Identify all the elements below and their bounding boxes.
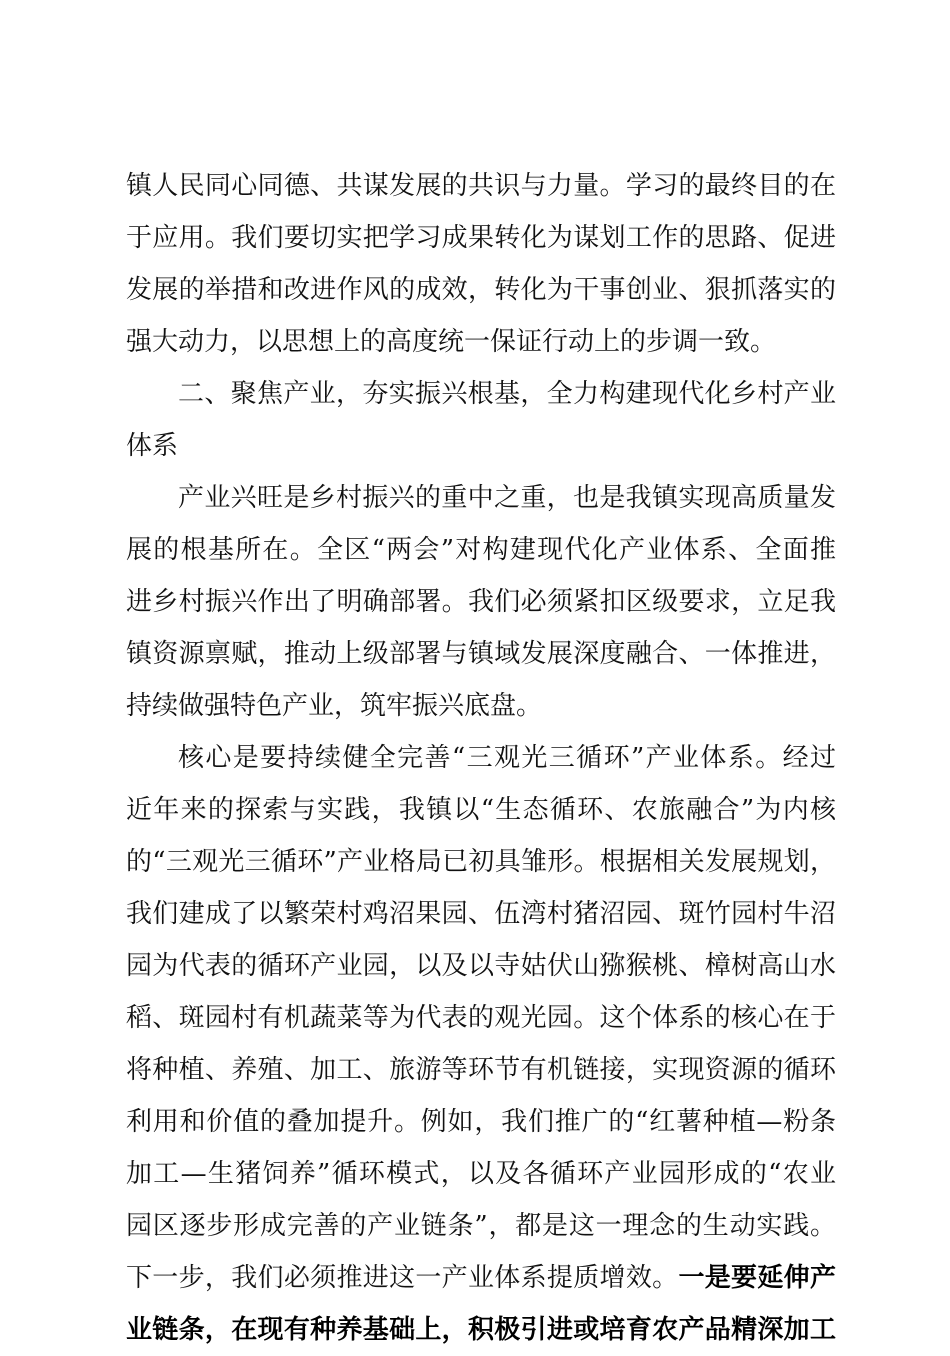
- text-line: 稻、斑园村有机蔬菜等为代表的观光园。这个体系的核心在于: [126, 1003, 836, 1033]
- text-line: 加工—生猪饲养”循环模式，以及各循环产业园形成的“农业: [126, 1159, 836, 1189]
- text-line: 发展的举措和改进作风的成效，转化为干事创业、狠抓落实的: [126, 275, 836, 305]
- section-heading-line: 二、聚焦产业，夯实振兴根基，全力构建现代化乡村产业: [178, 379, 836, 409]
- text-segment: 下一步，我们必须推进这一产业体系提质增效。: [126, 1263, 679, 1293]
- text-line: 园为代表的循环产业园，以及以寺姑伏山猕猴桃、樟树高山水: [126, 951, 836, 981]
- text-line: 的“三观光三循环”产业格局已初具雏形。根据相关发展规划，: [126, 847, 836, 877]
- body-text: [126, 160, 836, 1356]
- text-line: 持续做强特色产业，筑牢振兴底盘。: [126, 691, 543, 721]
- text-line: 镇人民同心同德、共谋发展的共识与力量。学习的最终目的在: [126, 171, 836, 201]
- text-line: 将种植、养殖、加工、旅游等环节有机链接，实现资源的循环: [126, 1055, 836, 1085]
- text-line: 利用和价值的叠加提升。例如，我们推广的“红薯种植—粉条: [126, 1107, 836, 1137]
- text-line-mixed: [126, 1252, 836, 1304]
- bold-text-segment: 一是要延伸产: [678, 1263, 836, 1293]
- text-line: 强大动力，以思想上的高度统一保证行动上的步调一致。: [126, 327, 777, 357]
- text-line: 于应用。我们要切实把学习成果转化为谋划工作的思路、促进: [126, 223, 836, 253]
- text-line: 进乡村振兴作出了明确部署。我们必须紧扣区级要求，立足我: [126, 587, 836, 617]
- text-line: 产业兴旺是乡村振兴的重中之重，也是我镇实现高质量发: [178, 483, 836, 513]
- text-line: 近年来的探索与实践，我镇以“生态循环、农旅融合”为内核: [126, 795, 836, 825]
- text-line: 我们建成了以繁荣村鸡沼果园、伍湾村猪沼园、斑竹园村牛沼: [126, 899, 836, 929]
- bold-text-line: 业链条，在现有种养基础上，积极引进或培育农产品精深加工: [126, 1315, 836, 1345]
- text-line: 镇资源禀赋，推动上级部署与镇域发展深度融合、一体推进，: [126, 639, 836, 669]
- text-line: 核心是要持续健全完善“三观光三循环”产业体系。经过: [178, 743, 836, 773]
- text-line: 展的根基所在。全区“两会”对构建现代化产业体系、全面推: [126, 535, 836, 565]
- section-heading-line: 体系: [126, 431, 179, 461]
- text-line: 园区逐步形成完善的产业链条”，都是这一理念的生动实践。: [126, 1211, 836, 1241]
